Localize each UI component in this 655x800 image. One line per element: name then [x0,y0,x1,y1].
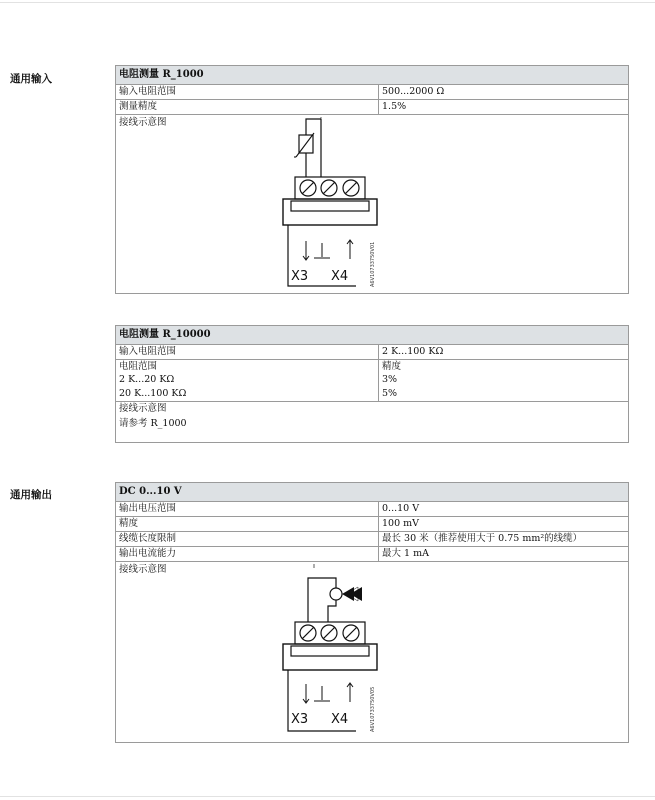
terminal-label-x4: X4 [331,269,349,284]
wiring-reference: 请参考 R_1000 [119,418,187,429]
column-divider [378,360,379,373]
wiring-label: 接线示意图 [119,564,167,575]
wiring-diagram-rtd [266,115,386,293]
terminal-block-icon [283,622,377,670]
row-value: 0...10 V [382,503,420,514]
terminal-label-x4: X4 [331,712,349,727]
table-row [116,373,628,387]
row-key: 电阻范围 [119,361,158,372]
row-value: 5% [382,388,398,399]
row-value: 500...2000 Ω [382,86,445,97]
wiring-row [116,402,628,417]
table-row [116,502,628,517]
wiring-label: 接线示意图 [119,403,167,414]
table-title: 电阻测量 R_10000 [116,326,628,345]
column-divider [378,345,379,359]
row-value: 100 mV [382,518,420,529]
row-key: 输出电压范围 [119,503,177,514]
terminal-label-x3: X3 [291,712,309,727]
row-value: 最大 1 mA [382,548,429,559]
column-divider [378,502,379,516]
table-dc-output [115,482,629,743]
table-r10000 [115,325,629,443]
table-row [116,547,628,562]
resistor-icon [294,133,314,157]
row-value: 2 K...100 KΩ [382,346,444,357]
section-label-input: 通用输入 [10,73,52,85]
row-key: 2 K...20 KΩ [119,374,175,385]
table-r1000 [115,65,629,294]
row-value: 3% [382,374,398,385]
row-key: 精度 [119,518,139,529]
arrow-icons [303,240,353,260]
valve-actuator-icon [330,587,362,601]
arrow-icons [303,683,353,703]
column-divider [378,532,379,546]
wiring-row [116,562,628,742]
row-value: 精度 [382,361,402,372]
table-row [116,345,628,360]
top-rule [0,2,655,3]
bottom-rule [0,796,655,797]
table-title: 电阻测量 R_1000 [116,66,628,85]
wiring-ref-row [116,417,628,433]
row-key: 输入电阻范围 [119,86,177,97]
table-row [116,360,628,373]
wiring-row [116,115,628,295]
table-row [116,85,628,100]
row-key: 输入电阻范围 [119,346,177,357]
figure-code: A6V10733750V05 [370,686,376,732]
row-value: 最长 30 米（推荐使用大于 0.75 mm²的线缆） [382,533,583,544]
section-label-output: 通用输出 [10,489,52,501]
table-row [116,100,628,115]
figure-code: A6V10733750V01 [370,241,376,287]
column-divider [378,373,379,387]
terminal-block-icon [283,177,377,225]
wiring-diagram-actuator [266,562,386,740]
row-key: 线缆长度限制 [119,533,177,544]
table-row [116,387,628,402]
column-divider [378,100,379,114]
row-value: 1.5% [382,101,407,112]
row-key: 测量精度 [119,101,158,112]
table-title: DC 0...10 V [116,483,628,502]
wiring-label: 接线示意图 [119,117,167,128]
column-divider [378,387,379,401]
column-divider [378,517,379,531]
row-key: 20 K...100 KΩ [119,388,187,399]
table-row [116,532,628,547]
row-key: 输出电流能力 [119,548,177,559]
table-row [116,517,628,532]
column-divider [378,547,379,561]
column-divider [378,85,379,99]
terminal-label-x3: X3 [291,269,309,284]
